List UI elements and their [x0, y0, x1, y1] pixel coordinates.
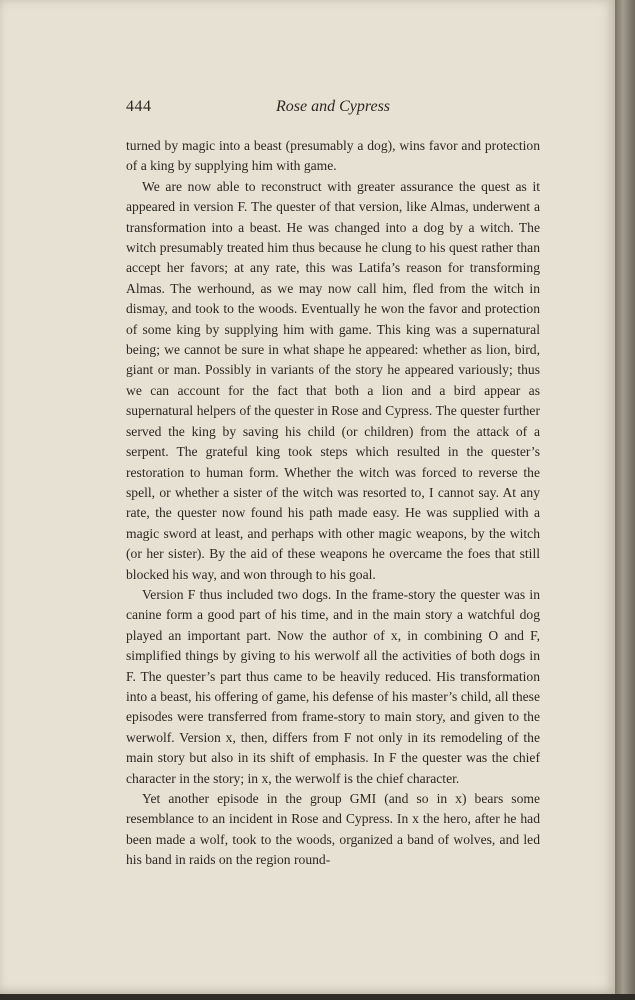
page-bottom-edge — [0, 994, 635, 1000]
paragraph: Yet another episode in the group GMI (and so in x) bears some resemblance to an incident in Rose and Cypress. In x the hero, after he had been made a wolf, took to the woods, organized a band of wolves, and led his band in raids on the region round- — [126, 791, 540, 868]
paragraph: We are now able to reconstruct with greater assurance the quest as it appeared in version F. The quester of that version, like Almas, underwent a transformation into a beast. He was changed into a dog by a witch. The witch presumably treated him thus because he clung to his quest rather than accept her favors; at any rate, this was Latifa’s reason for transforming Almas. The werhound, as we may now call him, fled from the witch in dismay, and took to the woods. Eventually he won the favor and protection of some king by supplying him with game. This king was a supernatural being; we cannot be sure in what shape he appeared: whether as lion, bird, giant or man. Possibly in variants of the story he appeared variously; thus we can account for the fact that both a lion and a bird appear as supernatural helpers of the quester in Rose and Cypress. The quester further served the king by saving his child (or children) from the attack of a serpent. The grateful king took steps which resulted in the quester’s restoration to human form. Whether the witch was forced to reverse the spell, or whether a sister of the witch was resorted to, I cannot say. At any rate, the quester now found his path made easy. He was supplied with a magic sword at least, and perhaps with other magic weapons, by the witch (or her sister). By the aid of these weapons he overcame the foes that still blocked his way, and won through to his goal. — [126, 178, 540, 582]
running-title: Rose and Cypress — [275, 98, 391, 115]
page-edge — [615, 0, 635, 1000]
paragraph-continuation: turned by magic into a beast (presumably a dog), wins favor and protection of a king by supplying him with game. — [126, 138, 540, 174]
page-header — [126, 98, 540, 120]
body-text — [126, 136, 540, 871]
paragraph: Version F thus included two dogs. In the frame-story the quester was in canine form a good part of his time, and in the main story a watchful dog played an important part. Now the author of x, in combining O and F, simplified things by giving to his werwolf all the activities of both dogs in F. The quester’s part thus came to be heavily reduced. His transformation into a beast, his offering of game, his defense of his master’s child, all these episodes were transferred from frame-story to main story, and given to the werwolf. Version x, then, differs from F not only in its remodeling of the main story but also in its shift of emphasis. In F the quester was the chief character in the story; in x, the werwolf is the chief character. — [126, 586, 540, 786]
page-number: 444 — [126, 98, 152, 115]
